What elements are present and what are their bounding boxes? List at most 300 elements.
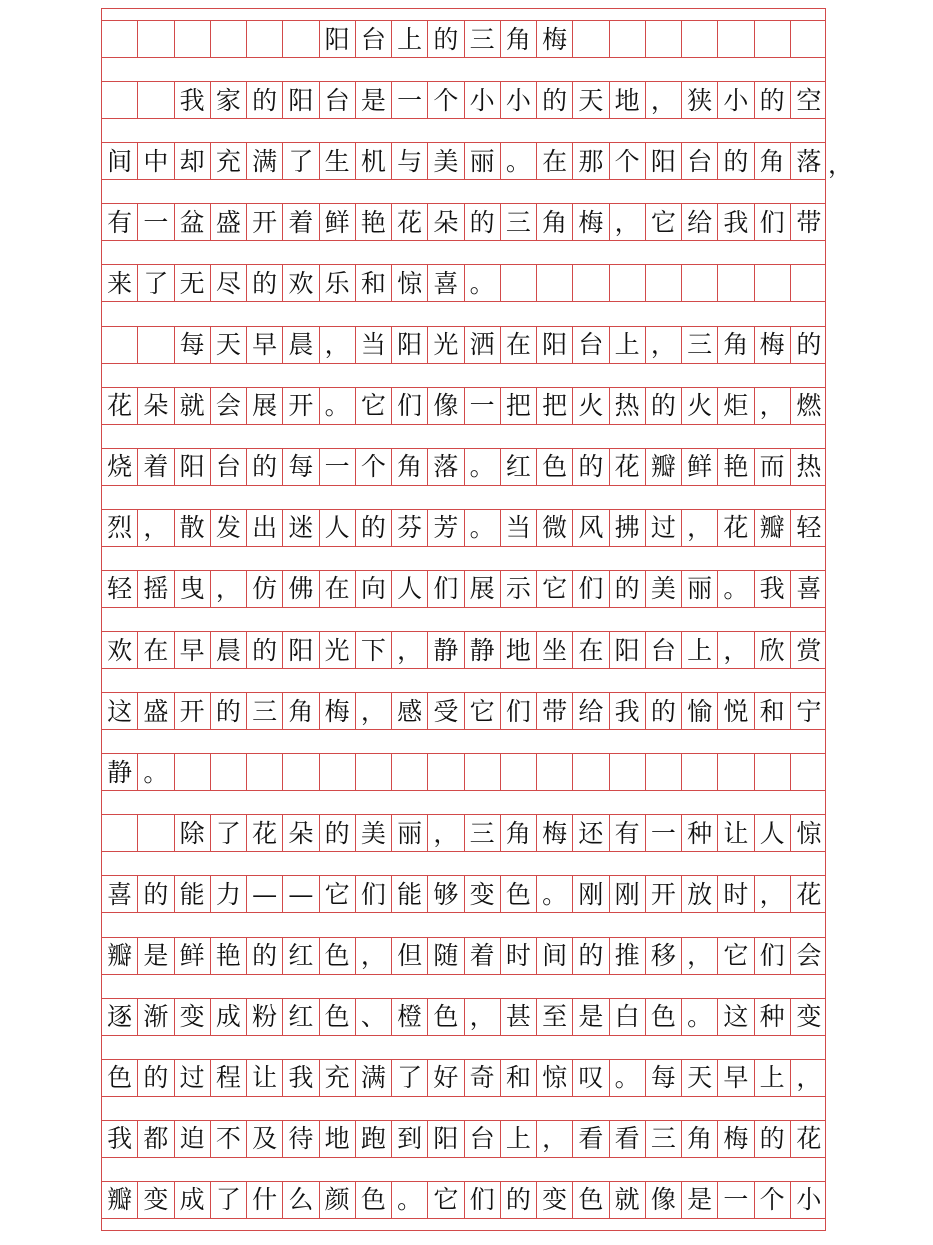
grid-cell: 的 [537,82,573,118]
grid-cell: 天 [573,82,609,118]
grid-cell: 充 [211,143,247,179]
grid-cell: 什 [247,1182,283,1218]
grid-cell: 上 [755,1060,791,1096]
grid-cell: ， [392,632,428,668]
grid-cell: 了 [211,815,247,851]
grid-cell: 人 [320,510,356,546]
grid-cell: 角 [392,449,428,485]
grid-cell: ， [682,938,718,974]
grid-cell: 时 [501,938,537,974]
grid-cell: 尽 [211,265,247,301]
grid-cell: 成 [175,1182,211,1218]
grid-cell: 让 [718,815,754,851]
grid-cell: 变 [537,1182,573,1218]
grid-cell: 芳 [428,510,464,546]
grid-cell: 给 [573,693,609,729]
grid-cell: 台 [465,1121,501,1157]
grid-cell: 它 [320,876,356,912]
grid-cell: 在 [320,571,356,607]
grid-cell: 和 [755,693,791,729]
grid-cell: 每 [646,1060,682,1096]
grid-cell: 角 [501,815,537,851]
grid-cell: 时 [718,876,754,912]
grid-cell [102,82,138,118]
grid-cell: 色 [646,999,682,1035]
grid-cell: 有 [610,815,646,851]
grid-cell: 中 [138,143,174,179]
grid-cell [573,21,609,57]
title-row [102,20,825,58]
grid-cell: 带 [796,207,822,237]
grid-cell: 丽 [682,571,718,607]
grid-cell: 变 [796,1002,822,1032]
text-row [102,1181,825,1219]
grid-cell: 色 [320,938,356,974]
grid-cell: 鲜 [175,938,211,974]
grid-cell: 们 [465,1182,501,1218]
grid-cell: 它 [428,1182,464,1218]
grid-cell [718,265,754,301]
grid-cell [138,21,174,57]
text-row [102,814,825,852]
grid-cell: 美 [428,143,464,179]
grid-cell: 鲜 [320,204,356,240]
grid-cell: 了 [138,265,174,301]
text-row [102,570,825,608]
grid-cell: 三 [501,204,537,240]
grid-cell [646,754,682,790]
grid-cell: 曳 [175,571,211,607]
grid-cell: 色 [501,876,537,912]
grid-cell: 小 [501,82,537,118]
grid-cell: 红 [283,999,319,1035]
grid-cell: 们 [356,876,392,912]
grid-cell: 。 [392,1182,428,1218]
grid-cell: 色 [356,1182,392,1218]
text-row [102,753,825,791]
grid-cell: 过 [175,1060,211,1096]
grid-cell: 台 [646,632,682,668]
grid-cell: 台 [211,449,247,485]
grid-cell: ， [610,204,646,240]
grid-cell: 人 [755,815,791,851]
grid-cell [175,21,211,57]
grid-cell: 风 [573,510,609,546]
grid-cell: 瓣 [102,1182,138,1218]
grid-cell: ， [465,999,501,1035]
grid-cell: 给 [682,204,718,240]
grid-cell: 丽 [465,143,501,179]
grid-cell: 朵 [283,815,319,851]
grid-cell: 的 [465,204,501,240]
grid-cell: 那 [573,143,609,179]
grid-cell: 颜 [320,1182,356,1218]
grid-cell: 乐 [320,265,356,301]
grid-cell: ， [138,510,174,546]
grid-cell: 展 [247,388,283,424]
grid-cell: 展 [465,571,501,607]
grid-cell: 悦 [718,693,754,729]
grid-cell: 却 [175,143,211,179]
grid-cell: 间 [537,938,573,974]
grid-cell: 梅 [537,815,573,851]
composition-grid-paper [101,8,826,1231]
grid-cell: 艳 [356,204,392,240]
grid-cell [573,265,609,301]
grid-cell: 迫 [175,1121,211,1157]
grid-cell: 阳 [283,632,319,668]
text-row [102,203,825,241]
grid-cell: 燃 [796,391,822,421]
grid-cell: 欢 [102,632,138,668]
grid-cell: 在 [573,632,609,668]
grid-cell: 惊 [392,265,428,301]
grid-cell: 的 [356,510,392,546]
grid-cell: ， [682,510,718,546]
grid-cell [102,327,138,363]
grid-cell: 会 [796,941,822,970]
grid-cell: 看 [573,1121,609,1157]
grid-cell: 们 [428,571,464,607]
grid-cell: 地 [501,632,537,668]
grid-cell: 无 [175,265,211,301]
grid-cell: 角 [283,693,319,729]
grid-cell: 看 [610,1121,646,1157]
grid-cell: 坐 [537,632,573,668]
grid-cell: 。 [320,388,356,424]
grid-cell: 开 [646,876,682,912]
grid-cell: 一 [392,82,428,118]
text-row [102,937,825,975]
grid-cell [501,754,537,790]
grid-cell: 阳 [320,21,356,57]
grid-cell: 落 [428,449,464,485]
grid-cell: 还 [573,815,609,851]
grid-cell: 梅 [718,1121,754,1157]
grid-cell: 晨 [283,327,319,363]
grid-cell: 的 [247,82,283,118]
text-row [102,326,825,364]
grid-cell: 、 [356,999,392,1035]
grid-cell: 角 [755,143,791,179]
grid-cell: 梅 [537,21,573,57]
grid-cell: ， [537,1121,573,1157]
grid-cell: 感 [392,693,428,729]
grid-cell: 。 [465,449,501,485]
grid-cell: 逐 [102,999,138,1035]
grid-cell [537,265,573,301]
grid-cell: 的 [646,693,682,729]
grid-cell: 丽 [392,815,428,851]
grid-cell: 除 [175,815,211,851]
grid-cell: 盛 [211,204,247,240]
grid-cell: 阳 [392,327,428,363]
grid-cell: 就 [610,1182,646,1218]
grid-cell: 我 [755,571,791,607]
grid-cell: 阳 [646,143,682,179]
grid-cell [610,754,646,790]
grid-cell: 是 [573,999,609,1035]
grid-cell [718,754,754,790]
grid-cell [138,327,174,363]
grid-cell: 渐 [138,999,174,1035]
grid-cell: 愉 [682,693,718,729]
grid-cell: 能 [392,876,428,912]
grid-cell: 我 [610,693,646,729]
grid-cell: ， [755,388,791,424]
grid-cell: 光 [320,632,356,668]
grid-cell: 么 [283,1182,319,1218]
grid-cell: 地 [320,1121,356,1157]
grid-cell [682,21,718,57]
grid-cell: 花 [102,388,138,424]
grid-cell: 烈 [102,510,138,546]
grid-cell: 够 [428,876,464,912]
grid-cell: 像 [428,388,464,424]
grid-cell: 静 [428,632,464,668]
grid-cell: 三 [465,815,501,851]
grid-cell: 花 [796,1124,822,1154]
grid-cell: 朵 [138,388,174,424]
grid-cell [465,754,501,790]
grid-cell: 。 [610,1060,646,1096]
grid-cell: 惊 [537,1060,573,1096]
grid-cell: 阳 [175,449,211,485]
grid-cell: 一 [320,449,356,485]
grid-cell: 静 [102,754,138,790]
grid-cell: 热 [610,388,646,424]
grid-cell: 粉 [247,999,283,1035]
grid-cell: 一 [465,388,501,424]
grid-cell: 的 [501,1182,537,1218]
grid-cell: 我 [718,204,754,240]
grid-cell: 的 [796,330,822,359]
grid-cell: 把 [537,388,573,424]
grid-cell: 生 [320,143,356,179]
grid-cell: 。 [718,571,754,607]
grid-cell: ， [646,327,682,363]
grid-cell: 但 [392,938,428,974]
grid-cell: 火 [573,388,609,424]
grid-cell: 它 [718,938,754,974]
grid-cell [211,754,247,790]
grid-cell: 甚 [501,999,537,1035]
grid-cell: 空 [796,85,822,115]
grid-cell: 梅 [573,204,609,240]
grid-cell [646,265,682,301]
grid-cell: 与 [392,143,428,179]
grid-cell: 橙 [392,999,428,1035]
grid-cell: 叹 [573,1060,609,1096]
grid-cell: 三 [247,693,283,729]
grid-cell [175,754,211,790]
margin-punctuation: ， [828,150,854,180]
text-row [102,998,825,1036]
grid-cell: 移 [646,938,682,974]
grid-cell: 炬 [718,388,754,424]
grid-cell: 佛 [283,571,319,607]
grid-cell [755,21,791,57]
grid-cell: — [283,876,319,912]
grid-cell: 花 [392,204,428,240]
grid-cell: 它 [646,204,682,240]
grid-cell: 阳 [283,82,319,118]
grid-cell [610,21,646,57]
grid-cell: 的 [138,876,174,912]
grid-cell: 。 [537,876,573,912]
grid-cell: 微 [537,510,573,546]
text-row [102,509,825,547]
grid-cell: 就 [175,388,211,424]
grid-cell: 个 [755,1182,791,1218]
grid-cell: 角 [682,1121,718,1157]
grid-cell [755,265,791,301]
grid-cell: 着 [283,204,319,240]
grid-cell: 鲜 [682,449,718,485]
grid-cell: 至 [537,999,573,1035]
grid-cell: 的 [247,632,283,668]
grid-cell: 。 [682,999,718,1035]
grid-cell: 的 [573,938,609,974]
grid-cell [320,754,356,790]
grid-cell: 一 [138,204,174,240]
grid-cell: 上 [392,21,428,57]
grid-cell: 台 [356,21,392,57]
grid-cell [791,21,827,57]
grid-cell: 我 [175,82,211,118]
grid-cell: 色 [102,1060,138,1096]
grid-cell: 花 [796,879,822,909]
grid-cell: 它 [465,693,501,729]
grid-cell: 的 [247,938,283,974]
grid-cell: 发 [211,510,247,546]
grid-cell [102,21,138,57]
grid-cell: 刚 [573,876,609,912]
grid-cell: 阳 [610,632,646,668]
grid-cell: 烧 [102,449,138,485]
grid-cell: 受 [428,693,464,729]
grid-cell: 上 [501,1121,537,1157]
grid-cell: 是 [138,938,174,974]
grid-cell [718,21,754,57]
grid-cell [573,754,609,790]
grid-cell: 台 [682,143,718,179]
text-row [102,631,825,669]
grid-cell: 地 [610,82,646,118]
grid-cell: 惊 [796,818,822,848]
grid-cell: 过 [646,510,682,546]
grid-cell [211,21,247,57]
grid-cell: 落 [796,146,822,176]
grid-cell: 人 [392,571,428,607]
grid-cell: 待 [283,1121,319,1157]
grid-cell: 变 [138,1182,174,1218]
grid-cell: 。 [465,510,501,546]
grid-cell: 们 [755,204,791,240]
grid-cell: 下 [356,632,392,668]
grid-cell: 们 [573,571,609,607]
grid-cell: 轻 [102,571,138,607]
grid-cell: 奇 [465,1060,501,1096]
grid-cell: 美 [646,571,682,607]
grid-cell: 小 [796,1185,822,1215]
grid-cell: 充 [320,1060,356,1096]
grid-cell: 三 [465,21,501,57]
grid-cell: 。 [138,754,174,790]
grid-cell: 都 [138,1121,174,1157]
grid-cell: 们 [392,388,428,424]
grid-cell: ， [428,815,464,851]
grid-cell: 阳 [537,327,573,363]
grid-cell: 上 [682,632,718,668]
grid-cell: 及 [247,1121,283,1157]
grid-cell: 三 [646,1121,682,1157]
grid-cell: 色 [320,999,356,1035]
grid-cell: 狭 [682,82,718,118]
grid-cell: — [247,876,283,912]
grid-cell [247,754,283,790]
grid-cell: 来 [102,265,138,301]
grid-cell: 的 [646,388,682,424]
grid-cell: 色 [537,449,573,485]
grid-cell: 美 [356,815,392,851]
grid-cell: 花 [610,449,646,485]
grid-cell: 我 [102,1121,138,1157]
grid-cell: 散 [175,510,211,546]
text-row [102,1059,825,1097]
grid-cell: 种 [755,999,791,1035]
grid-cell: 当 [501,510,537,546]
grid-cell [682,265,718,301]
grid-cell: 一 [646,815,682,851]
grid-cell: 个 [356,449,392,485]
grid-cell: 个 [428,82,464,118]
grid-cell: 的 [755,1121,791,1157]
grid-cell: 洒 [465,327,501,363]
grid-cell: 早 [718,1060,754,1096]
grid-cell [755,754,791,790]
grid-cell: 是 [356,82,392,118]
grid-cell: 变 [465,876,501,912]
grid-cell [428,754,464,790]
grid-cell: 放 [682,876,718,912]
grid-cell: 宁 [796,696,822,726]
grid-cell: 这 [718,999,754,1035]
grid-cell: 每 [283,449,319,485]
grid-cell: 向 [356,571,392,607]
text-row [102,387,825,425]
grid-cell [283,21,319,57]
grid-cell: 的 [573,449,609,485]
grid-cell: 喜 [428,265,464,301]
text-row [102,692,825,730]
grid-cell: 每 [175,327,211,363]
grid-cell: 光 [428,327,464,363]
grid-cell: 上 [610,327,646,363]
grid-cell: 变 [175,999,211,1035]
grid-cell [102,815,138,851]
grid-cell [283,754,319,790]
grid-cell: 和 [356,265,392,301]
grid-cell: 成 [211,999,247,1035]
grid-cell: 角 [537,204,573,240]
grid-cell: 小 [465,82,501,118]
grid-cell [247,21,283,57]
grid-cell: 家 [211,82,247,118]
grid-cell: 瓣 [755,510,791,546]
grid-cell: 刚 [610,876,646,912]
grid-cell: 开 [283,388,319,424]
